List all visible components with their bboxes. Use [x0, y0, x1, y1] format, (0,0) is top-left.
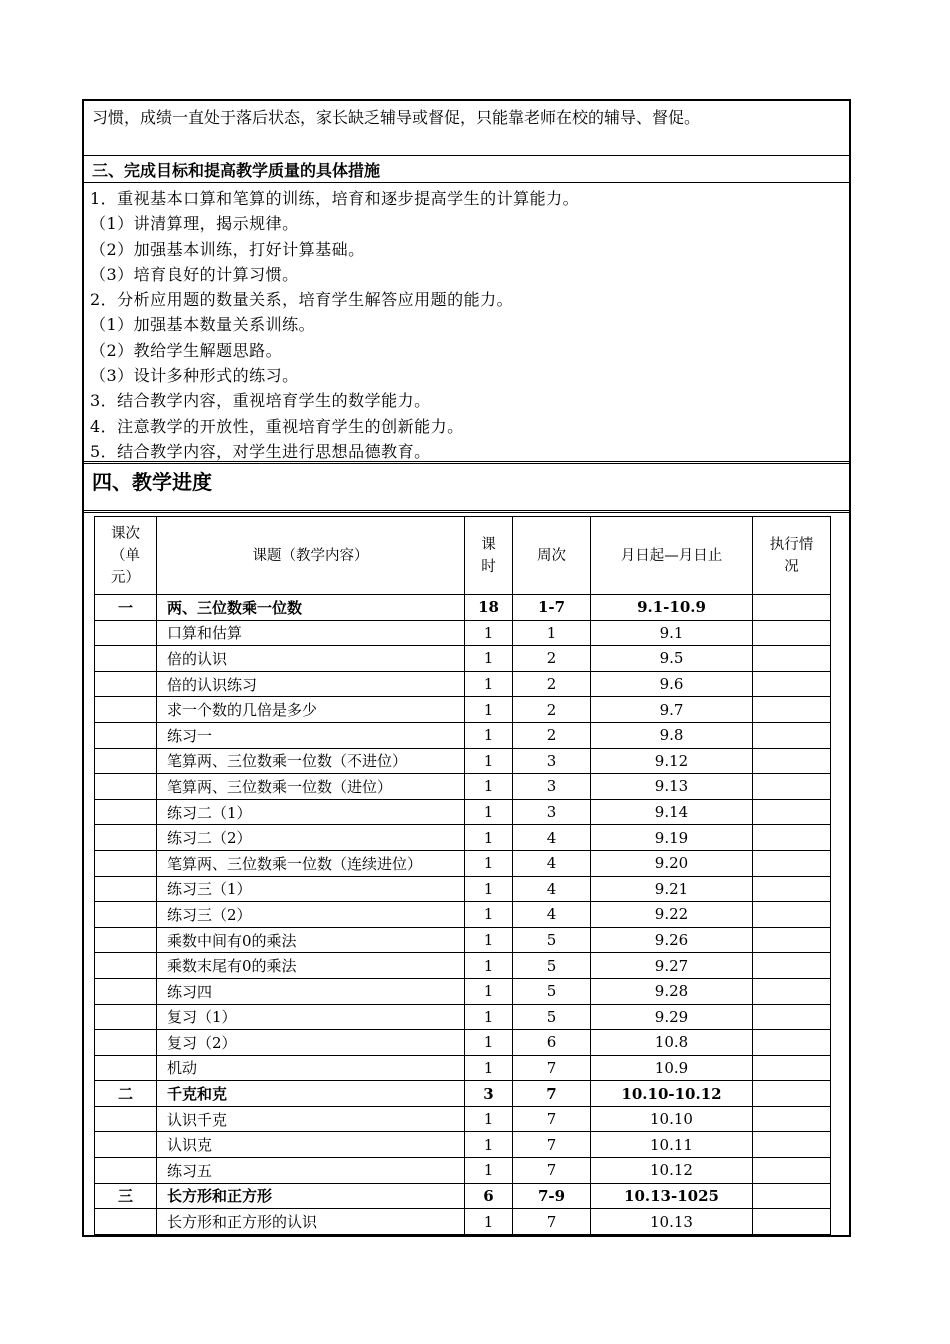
table-header-row: [95, 517, 831, 595]
cell-dates: 9.27: [591, 953, 753, 979]
cell-week: 2: [513, 722, 591, 748]
intro-paragraph: 习惯，成绩一直处于落后状态，家长缺乏辅导或督促，只能靠老师在校的辅导、督促。: [92, 108, 701, 127]
cell-hours: 1: [465, 825, 513, 851]
measure-line: 3．结合教学内容，重视培育学生的数学能力。: [90, 391, 431, 411]
cell-week: 4: [513, 876, 591, 902]
cell-hours: 6: [465, 1183, 513, 1209]
cell-dates: 10.10: [591, 1106, 753, 1132]
cell-hours: 1: [465, 876, 513, 902]
table-row: [95, 825, 831, 851]
cell-hours: 1: [465, 799, 513, 825]
measures-list: [90, 186, 579, 464]
cell-hours: 1: [465, 850, 513, 876]
cell-topic: 笔算两、三位数乘一位数（进位）: [157, 774, 465, 800]
cell-dates: 10.13: [591, 1209, 753, 1235]
cell-unit: 二: [95, 1081, 157, 1107]
cell-topic: 长方形和正方形的认识: [157, 1209, 465, 1235]
cell-hours: 1: [465, 748, 513, 774]
cell-dates: 9.13: [591, 774, 753, 800]
cell-week: 4: [513, 825, 591, 851]
measure-line: （1）加强基本数量关系训练。: [90, 315, 316, 335]
cell-status: [753, 927, 831, 953]
cell-hours: 18: [465, 595, 513, 621]
table-row: [95, 595, 831, 621]
table-row: [95, 1106, 831, 1132]
cell-week: 2: [513, 646, 591, 672]
cell-dates: 9.26: [591, 927, 753, 953]
cell-status: [753, 748, 831, 774]
table-row: [95, 1004, 831, 1030]
cell-topic: 练习三（1）: [157, 876, 465, 902]
cell-unit: [95, 1106, 157, 1132]
table-row: [95, 902, 831, 928]
cell-unit: [95, 978, 157, 1004]
cell-week: 7: [513, 1106, 591, 1132]
table-row: [95, 876, 831, 902]
cell-hours: 1: [465, 927, 513, 953]
cell-topic: 倍的认识: [157, 646, 465, 672]
measure-line: （3）培育良好的计算习惯。: [90, 264, 299, 284]
cell-topic: 乘数末尾有0的乘法: [157, 953, 465, 979]
cell-week: 6: [513, 1030, 591, 1056]
cell-dates: 9.1: [591, 620, 753, 646]
cell-hours: 1: [465, 978, 513, 1004]
cell-hours: 1: [465, 902, 513, 928]
cell-unit: [95, 620, 157, 646]
table-row: [95, 1209, 831, 1235]
cell-week: 7: [513, 1055, 591, 1081]
header-hours: 课 时: [465, 517, 513, 595]
cell-dates: 10.10-10.12: [591, 1081, 753, 1107]
cell-hours: 1: [465, 697, 513, 723]
measure-line: 5．结合教学内容，对学生进行思想品德教育。: [90, 441, 431, 461]
cell-week: 3: [513, 748, 591, 774]
cell-dates: 9.19: [591, 825, 753, 851]
cell-topic: 千克和克: [157, 1081, 465, 1107]
cell-topic: 练习二（1）: [157, 799, 465, 825]
cell-status: [753, 1030, 831, 1056]
cell-week: 2: [513, 697, 591, 723]
cell-topic: 长方形和正方形: [157, 1183, 465, 1209]
measure-line: 2．分析应用题的数量关系，培育学生解答应用题的能力。: [90, 290, 514, 310]
cell-week: 1: [513, 620, 591, 646]
cell-unit: [95, 799, 157, 825]
table-row: [95, 799, 831, 825]
divider: [82, 182, 851, 183]
cell-week: 2: [513, 671, 591, 697]
cell-topic: 认识克: [157, 1132, 465, 1158]
cell-topic: 口算和估算: [157, 620, 465, 646]
cell-week: 3: [513, 774, 591, 800]
measure-line: （2）教给学生解题思路。: [90, 340, 283, 360]
cell-status: [753, 850, 831, 876]
cell-status: [753, 1183, 831, 1209]
cell-topic: 笔算两、三位数乘一位数（连续进位）: [157, 850, 465, 876]
cell-topic: 倍的认识练习: [157, 671, 465, 697]
cell-hours: 1: [465, 1158, 513, 1184]
cell-hours: 1: [465, 1106, 513, 1132]
schedule-table: [94, 516, 831, 1235]
cell-unit: [95, 825, 157, 851]
cell-status: [753, 1106, 831, 1132]
cell-unit: [95, 1209, 157, 1235]
cell-unit: [95, 697, 157, 723]
cell-hours: 1: [465, 953, 513, 979]
header-status: 执行情 况: [753, 517, 831, 595]
cell-dates: 10.11: [591, 1132, 753, 1158]
cell-status: [753, 671, 831, 697]
cell-topic: 练习二（2）: [157, 825, 465, 851]
table-row: [95, 927, 831, 953]
cell-week: 4: [513, 850, 591, 876]
table-row: [95, 774, 831, 800]
cell-week: 3: [513, 799, 591, 825]
cell-unit: [95, 748, 157, 774]
cell-status: [753, 646, 831, 672]
cell-status: [753, 1209, 831, 1235]
cell-hours: 3: [465, 1081, 513, 1107]
cell-topic: 求一个数的几倍是多少: [157, 697, 465, 723]
cell-status: [753, 1081, 831, 1107]
cell-unit: [95, 1132, 157, 1158]
cell-topic: 练习一: [157, 722, 465, 748]
cell-unit: [95, 1004, 157, 1030]
table-row: [95, 748, 831, 774]
cell-hours: 1: [465, 1004, 513, 1030]
table-row: [95, 1030, 831, 1056]
cell-unit: [95, 1158, 157, 1184]
cell-dates: 10.8: [591, 1030, 753, 1056]
cell-dates: 9.5: [591, 646, 753, 672]
cell-status: [753, 697, 831, 723]
cell-unit: 三: [95, 1183, 157, 1209]
cell-status: [753, 876, 831, 902]
cell-status: [753, 595, 831, 621]
cell-hours: 1: [465, 1055, 513, 1081]
cell-dates: 9.6: [591, 671, 753, 697]
measure-line: （3）设计多种形式的练习。: [90, 366, 299, 386]
cell-status: [753, 799, 831, 825]
cell-unit: 一: [95, 595, 157, 621]
cell-topic: 机动: [157, 1055, 465, 1081]
cell-dates: 9.1-10.9: [591, 595, 753, 621]
divider: [82, 510, 851, 513]
section3-title: 三、完成目标和提高教学质量的具体措施: [92, 161, 381, 180]
table-row: [95, 646, 831, 672]
header-topic: 课题（教学内容）: [157, 517, 465, 595]
cell-hours: 1: [465, 1030, 513, 1056]
table-row: [95, 1158, 831, 1184]
cell-hours: 1: [465, 620, 513, 646]
table-row: [95, 1183, 831, 1209]
table-row: [95, 620, 831, 646]
cell-unit: [95, 671, 157, 697]
table-row: [95, 1055, 831, 1081]
cell-status: [753, 1158, 831, 1184]
cell-topic: 认识千克: [157, 1106, 465, 1132]
cell-dates: 10.13-1025: [591, 1183, 753, 1209]
cell-unit: [95, 646, 157, 672]
cell-unit: [95, 927, 157, 953]
cell-status: [753, 620, 831, 646]
cell-week: 5: [513, 978, 591, 1004]
cell-status: [753, 978, 831, 1004]
cell-week: 7: [513, 1132, 591, 1158]
cell-topic: 复习（1）: [157, 1004, 465, 1030]
cell-topic: 乘数中间有0的乘法: [157, 927, 465, 953]
cell-dates: 9.22: [591, 902, 753, 928]
cell-status: [753, 774, 831, 800]
cell-status: [753, 722, 831, 748]
cell-status: [753, 1004, 831, 1030]
header-dates: 月日起—月日止: [591, 517, 753, 595]
cell-topic: 复习（2）: [157, 1030, 465, 1056]
cell-topic: 笔算两、三位数乘一位数（不进位）: [157, 748, 465, 774]
measure-line: 1．重视基本口算和笔算的训练，培育和逐步提高学生的计算能力。: [90, 189, 580, 208]
cell-hours: 1: [465, 1209, 513, 1235]
table-row: [95, 850, 831, 876]
cell-hours: 1: [465, 646, 513, 672]
cell-dates: 9.29: [591, 1004, 753, 1030]
cell-dates: 9.28: [591, 978, 753, 1004]
cell-status: [753, 902, 831, 928]
table-row: [95, 1132, 831, 1158]
cell-dates: 10.12: [591, 1158, 753, 1184]
cell-status: [753, 1132, 831, 1158]
cell-week: 7-9: [513, 1183, 591, 1209]
cell-hours: 1: [465, 671, 513, 697]
cell-unit: [95, 850, 157, 876]
cell-unit: [95, 876, 157, 902]
cell-unit: [95, 1055, 157, 1081]
table-row: [95, 1081, 831, 1107]
cell-hours: 1: [465, 1132, 513, 1158]
table-row: [95, 671, 831, 697]
cell-dates: 9.14: [591, 799, 753, 825]
section4-title: 四、教学进度: [92, 470, 212, 494]
cell-dates: 9.21: [591, 876, 753, 902]
cell-topic: 练习三（2）: [157, 902, 465, 928]
header-unit: 课次 （单 元）: [95, 517, 157, 595]
header-week: 周次: [513, 517, 591, 595]
cell-week: 5: [513, 953, 591, 979]
cell-hours: 1: [465, 774, 513, 800]
table-row: [95, 697, 831, 723]
cell-dates: 9.8: [591, 722, 753, 748]
measure-line: （1）讲清算理，揭示规律。: [90, 214, 299, 234]
cell-unit: [95, 953, 157, 979]
cell-status: [753, 1055, 831, 1081]
cell-status: [753, 825, 831, 851]
cell-week: 7: [513, 1158, 591, 1184]
cell-week: 5: [513, 1004, 591, 1030]
cell-unit: [95, 1030, 157, 1056]
cell-week: 5: [513, 927, 591, 953]
measure-line: （2）加强基本训练，打好计算基础。: [90, 239, 365, 259]
cell-topic: 两、三位数乘一位数: [157, 595, 465, 621]
cell-week: 7: [513, 1081, 591, 1107]
cell-week: 7: [513, 1209, 591, 1235]
cell-unit: [95, 774, 157, 800]
cell-week: 4: [513, 902, 591, 928]
cell-dates: 9.12: [591, 748, 753, 774]
cell-topic: 练习四: [157, 978, 465, 1004]
table-row: [95, 953, 831, 979]
cell-unit: [95, 722, 157, 748]
table-row: [95, 722, 831, 748]
cell-dates: 9.7: [591, 697, 753, 723]
measure-line: 4．注意教学的开放性，重视培育学生的创新能力。: [90, 416, 464, 436]
cell-status: [753, 953, 831, 979]
divider: [82, 155, 851, 156]
cell-hours: 1: [465, 722, 513, 748]
cell-dates: 10.9: [591, 1055, 753, 1081]
table-row: [95, 978, 831, 1004]
cell-topic: 练习五: [157, 1158, 465, 1184]
cell-week: 1-7: [513, 595, 591, 621]
cell-unit: [95, 902, 157, 928]
cell-dates: 9.20: [591, 850, 753, 876]
